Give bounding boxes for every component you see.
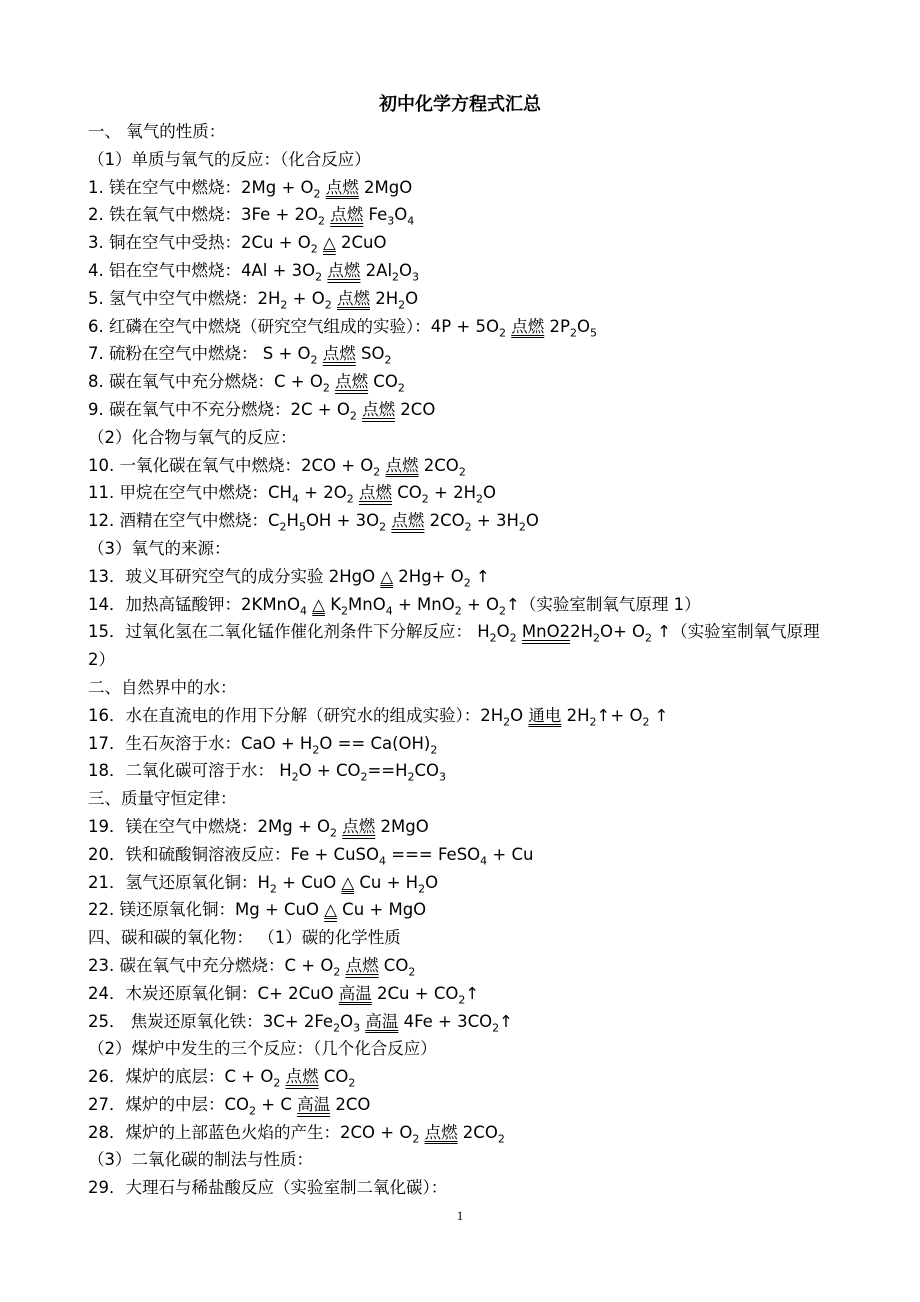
reaction-condition: 通电 (528, 705, 562, 725)
line-text: 2H (561, 705, 590, 725)
reaction-condition: 点燃 (330, 205, 364, 225)
equation-line (88, 785, 833, 813)
subscript: 2 (273, 1076, 281, 1090)
equation-line (88, 118, 833, 146)
equation-line (88, 396, 833, 424)
subscript: 2 (407, 770, 415, 784)
line-text: ↑ (470, 566, 490, 586)
subscript: 3 (387, 214, 395, 228)
line-text: Cu + MgO (336, 900, 427, 920)
line-text: CO (368, 372, 398, 392)
line-text: 2MgO (375, 816, 429, 836)
line-text: 2CO (395, 399, 436, 419)
reaction-condition: 点燃 (325, 177, 359, 197)
reaction-condition: 点燃 (391, 511, 425, 531)
equation-line (88, 424, 833, 452)
line-text: + 2H (428, 483, 476, 503)
subscript: 2 (249, 1104, 257, 1118)
equation-line (88, 285, 833, 313)
subscript: 2 (322, 381, 330, 395)
line-text: 26．煤炉的底层：C + O (88, 1067, 274, 1087)
reaction-condition: 点燃 (424, 1122, 458, 1142)
line-text: 3. 铜在空气中受热：2Cu + O (88, 233, 311, 253)
equation-line (88, 1146, 833, 1174)
reaction-condition: △ (323, 233, 336, 253)
reaction-condition: 点燃 (327, 260, 361, 280)
subscript: 2 (348, 1076, 356, 1090)
line-text: 10. 一氧化碳在氧气中燃烧：2CO + O (88, 455, 374, 475)
line-text: OH + 3O (305, 511, 380, 531)
subscript: 2 (313, 186, 321, 200)
subscript: 2 (593, 631, 600, 645)
subscript: 2 (312, 742, 320, 756)
subscript: 2 (341, 603, 349, 617)
line-text: 13．玻义耳研究空气的成分实验 2HgO (88, 566, 381, 586)
line-text: 2MgO (358, 177, 413, 197)
line-text: + C (256, 1094, 298, 1114)
subscript: 2 (642, 715, 650, 729)
line-text: O (496, 622, 510, 642)
equation-line (88, 591, 833, 619)
line-text: 17．生石灰溶于水：CaO + H (88, 733, 313, 753)
line-text: Fe (363, 205, 388, 225)
line-text: （2）煤炉中发生的三个反应：（几个化合反应） (88, 1039, 437, 1059)
line-text: 6. 红磷在空气中燃烧（研究空气组成的实验）：4P + 5O (88, 316, 499, 336)
line-text: 9. 碳在氧气中不充分燃烧：2C + O (88, 399, 350, 419)
equation-line (88, 896, 833, 924)
line-text: 29．大理石与稀盐酸反应（实验室制二氧化碳）： (88, 1178, 448, 1198)
equation-line (88, 563, 833, 591)
page-title: 初中化学方程式汇总 (379, 94, 541, 115)
line-text: （1）单质与氧气的反应：（化合反应） (88, 149, 371, 169)
equation-line (88, 980, 833, 1008)
reaction-condition: △ (341, 872, 355, 892)
subscript: 2 (489, 631, 497, 645)
line-text: O (425, 872, 439, 892)
equation-line (88, 1091, 833, 1119)
equation-line (88, 174, 833, 202)
subscript: 2 (310, 353, 318, 367)
subscript: 2 (291, 770, 299, 784)
line-text: 4. 铝在空气中燃烧：4Al + 3O (88, 260, 316, 280)
subscript: 2 (310, 242, 318, 256)
line-text: CO (378, 955, 409, 975)
line-text: CO (414, 761, 440, 781)
line-text: CO (318, 1067, 349, 1087)
subscript: 4 (385, 603, 393, 617)
subscript: 4 (480, 854, 488, 868)
line-text: 5. 氢气中空气中燃烧：2H (88, 288, 281, 308)
equation-line (88, 1174, 833, 1202)
reaction-condition: 点燃 (285, 1067, 319, 1087)
reaction-condition: 点燃 (385, 455, 419, 475)
subscript: 2 (497, 1131, 505, 1145)
equation-line (88, 535, 833, 563)
line-text: 一、 氧气的性质： (88, 122, 226, 141)
line-text: 2CO (330, 1094, 371, 1114)
line-text: CO (391, 483, 422, 503)
line-text: O+ O (600, 622, 646, 642)
line-text: 四、碳和碳的氧化物： （1）碳的化学性质 (88, 928, 401, 948)
reaction-condition: 点燃 (362, 399, 396, 419)
subscript: 5 (589, 325, 597, 339)
subscript: 2 (333, 1020, 341, 1034)
line-text: （3）氧气的来源： (88, 538, 231, 558)
line-text: O (510, 705, 529, 725)
subscript: 2 (589, 715, 597, 729)
reaction-condition: 高温 (365, 1011, 399, 1031)
line-text: 12. 酒精在空气中燃烧：C (88, 511, 280, 531)
line-text: 14．加热高锰酸钾：2KMnO (88, 594, 300, 614)
subscript: 2 (324, 298, 332, 312)
line-text: 二、自然界中的水： (88, 677, 237, 697)
line-text: O (399, 260, 413, 280)
equation-line (88, 1035, 833, 1063)
line-text: 25． 焦炭还原氧化铁：3C+ 2Fe (88, 1011, 334, 1031)
equation-line (88, 1119, 833, 1147)
subscript: 2 (509, 631, 517, 645)
equation-line (88, 618, 833, 674)
line-text: 16．水在直流电的作用下分解（研究水的组成实验）：2H (88, 705, 504, 725)
reaction-condition: 高温 (297, 1094, 331, 1114)
subscript: 2 (269, 881, 277, 895)
line-text: 19．镁在空气中燃烧：2Mg + O (88, 816, 331, 836)
subscript: 2 (373, 464, 381, 478)
subscript: 2 (318, 214, 326, 228)
subscript: 2 (315, 270, 323, 284)
subscript: 2 (454, 603, 462, 617)
subscript: 2 (412, 1131, 420, 1145)
line-text: （3）二氧化碳的制法与性质： (88, 1150, 313, 1170)
subscript: 2 (492, 1020, 500, 1034)
line-text: O (482, 483, 496, 503)
line-text: 2CO (424, 511, 465, 531)
line-text: ↑ (465, 983, 480, 1003)
equation-line (88, 702, 833, 730)
subscript: 2 (346, 492, 354, 506)
line-text: 2CO (418, 455, 459, 475)
equation-line (88, 757, 833, 785)
line-text: 2Cu + CO (371, 983, 459, 1003)
line-text: 2. 铁在氧气中燃烧：3Fe + 2O (88, 205, 319, 225)
subscript: 2 (458, 464, 466, 478)
line-text: + CuO (276, 872, 342, 892)
line-text: + 3H (471, 511, 519, 531)
line-text: 28．煤炉的上部蓝色火焰的产生：2CO + O (88, 1122, 413, 1142)
equation-line (88, 674, 833, 702)
subscript: 2 (360, 770, 368, 784)
reaction-condition: 高温 (338, 983, 372, 1003)
subscript: 2 (518, 520, 526, 534)
equation-line (88, 340, 833, 368)
subscript: 3 (439, 770, 447, 784)
reaction-condition: 点燃 (358, 483, 392, 503)
equation-line (88, 841, 833, 869)
line-text: 24．木炭还原氧化铜：C+ 2CuO (88, 983, 339, 1003)
subscript: 2 (458, 993, 466, 1006)
line-text: 22. 镁还原氧化铜：Mg + CuO (88, 900, 325, 920)
line-text: 21．氢气还原氧化铜：H (88, 872, 270, 892)
line-text: 15．过氧化氢在二氧化锰作催化剂条件下分解反应： H (88, 622, 490, 642)
equation-line (88, 1063, 833, 1091)
equation-line (88, 229, 833, 257)
line-text: 23. 碳在氧气中充分燃烧：C + O (88, 955, 334, 975)
equation-line (88, 730, 833, 758)
subscript: 2 (397, 381, 405, 395)
subscript: 4 (300, 603, 307, 617)
line-text: 4Fe + 3CO (398, 1011, 493, 1031)
reaction-condition: △ (312, 594, 325, 614)
subscript: 2 (280, 298, 288, 312)
equation-line (88, 924, 833, 952)
reaction-condition: 点燃 (322, 344, 356, 364)
line-text: 18．二氧化碳可溶于水： H (88, 761, 292, 781)
reaction-condition: △ (380, 566, 394, 586)
subscript: 2 (464, 520, 472, 534)
equation-line (88, 1008, 833, 1036)
line-text: 8. 碳在氧气中充分燃烧：C + O (88, 372, 323, 392)
subscript: 3 (412, 270, 420, 284)
line-text: 2CO (457, 1122, 498, 1142)
line-text: ↑ (499, 1011, 513, 1031)
equation-list (88, 118, 833, 1202)
line-text: === FeSO (386, 844, 481, 864)
reaction-condition: 点燃 (335, 372, 369, 392)
line-text: 7. 硫粉在空气中燃烧： S + O (88, 344, 311, 364)
line-text: H (286, 511, 299, 531)
subscript: 2 (279, 520, 287, 534)
line-text: ↑+ O (596, 705, 643, 725)
line-text: + 2O (298, 483, 347, 503)
line-text: 1. 镁在空气中燃烧：2Mg + O (88, 177, 314, 197)
equation-line (88, 507, 833, 535)
subscript: 3 (353, 1020, 361, 1034)
page-number: 1 (456, 1208, 464, 1223)
line-text: 2Hg+ O (393, 566, 464, 586)
equation-line (88, 452, 833, 480)
subscript: 2 (645, 631, 653, 645)
line-text: O (340, 1011, 354, 1031)
equation-line (88, 368, 833, 396)
equation-line (88, 201, 833, 229)
line-text: （2）化合物与氧气的反应： (88, 427, 297, 447)
subscript: 2 (379, 520, 387, 534)
line-text: 27．煤炉的中层：CO (88, 1094, 250, 1114)
line-text: O (576, 316, 590, 336)
subscript: 2 (330, 826, 338, 840)
reaction-condition: 点燃 (342, 816, 376, 836)
line-text: ==H (367, 761, 408, 781)
line-text: K (324, 594, 342, 614)
line-text: O == Ca(OH) (319, 733, 431, 753)
subscript: 2 (475, 492, 483, 506)
equation-line (88, 146, 833, 174)
equation-line (88, 952, 833, 980)
line-text: + O (287, 288, 325, 308)
reaction-condition: △ (324, 900, 337, 920)
subscript: 4 (379, 854, 386, 868)
equation-line (88, 257, 833, 285)
line-text: 三、质量守恒定律： (88, 789, 237, 809)
subscript: 4 (291, 492, 299, 506)
line-text: + O (461, 594, 500, 614)
line-text: + Cu (487, 844, 534, 864)
line-text: MnO (348, 594, 386, 614)
reaction-condition: 点燃 (511, 316, 545, 336)
line-text: 2Al (360, 260, 393, 280)
line-text: Cu + H (354, 872, 419, 892)
line-text: + MnO (392, 594, 455, 614)
equation-line (88, 479, 833, 507)
reaction-condition: 点燃 (345, 955, 379, 975)
line-text: 2P (544, 316, 570, 336)
line-text: ↑（实验室制氧气原理 2） (88, 622, 820, 670)
subscript: 2 (503, 715, 511, 729)
reaction-condition: MnO2 (521, 622, 571, 642)
line-text: O (405, 288, 419, 308)
equation-line (88, 813, 833, 841)
subscript: 2 (499, 603, 507, 617)
subscript: 4 (407, 214, 415, 228)
line-text: O (394, 205, 408, 225)
subscript: 2 (569, 325, 577, 339)
line-text: 2H (570, 622, 593, 642)
line-text: ↑（实验室制氧气原理 1） (506, 594, 701, 614)
line-text: 20．铁和硫酸铜溶液反应：Fe + CuSO (88, 844, 379, 864)
subscript: 2 (398, 298, 406, 312)
subscript: 2 (430, 742, 438, 756)
subscript: 2 (499, 325, 506, 339)
subscript: 2 (392, 270, 400, 284)
subscript: 2 (418, 881, 426, 895)
subscript: 5 (298, 520, 306, 534)
subscript: 2 (421, 492, 429, 506)
line-text: 2H (369, 288, 399, 308)
equation-line (88, 313, 833, 341)
line-text: O (525, 511, 539, 531)
subscript: 2 (384, 353, 392, 367)
subscript: 2 (463, 576, 471, 590)
line-text: 2CuO (335, 233, 387, 253)
line-text: 11. 甲烷在空气中燃烧：CH (88, 483, 292, 503)
line-text: ↑ (649, 705, 669, 725)
subscript: 2 (333, 965, 341, 979)
subscript: 2 (349, 409, 357, 423)
reaction-condition: 点燃 (336, 288, 370, 308)
equation-line (88, 869, 833, 897)
line-text: SO (355, 344, 385, 364)
subscript: 2 (408, 965, 416, 979)
line-text: O + CO (298, 761, 361, 781)
